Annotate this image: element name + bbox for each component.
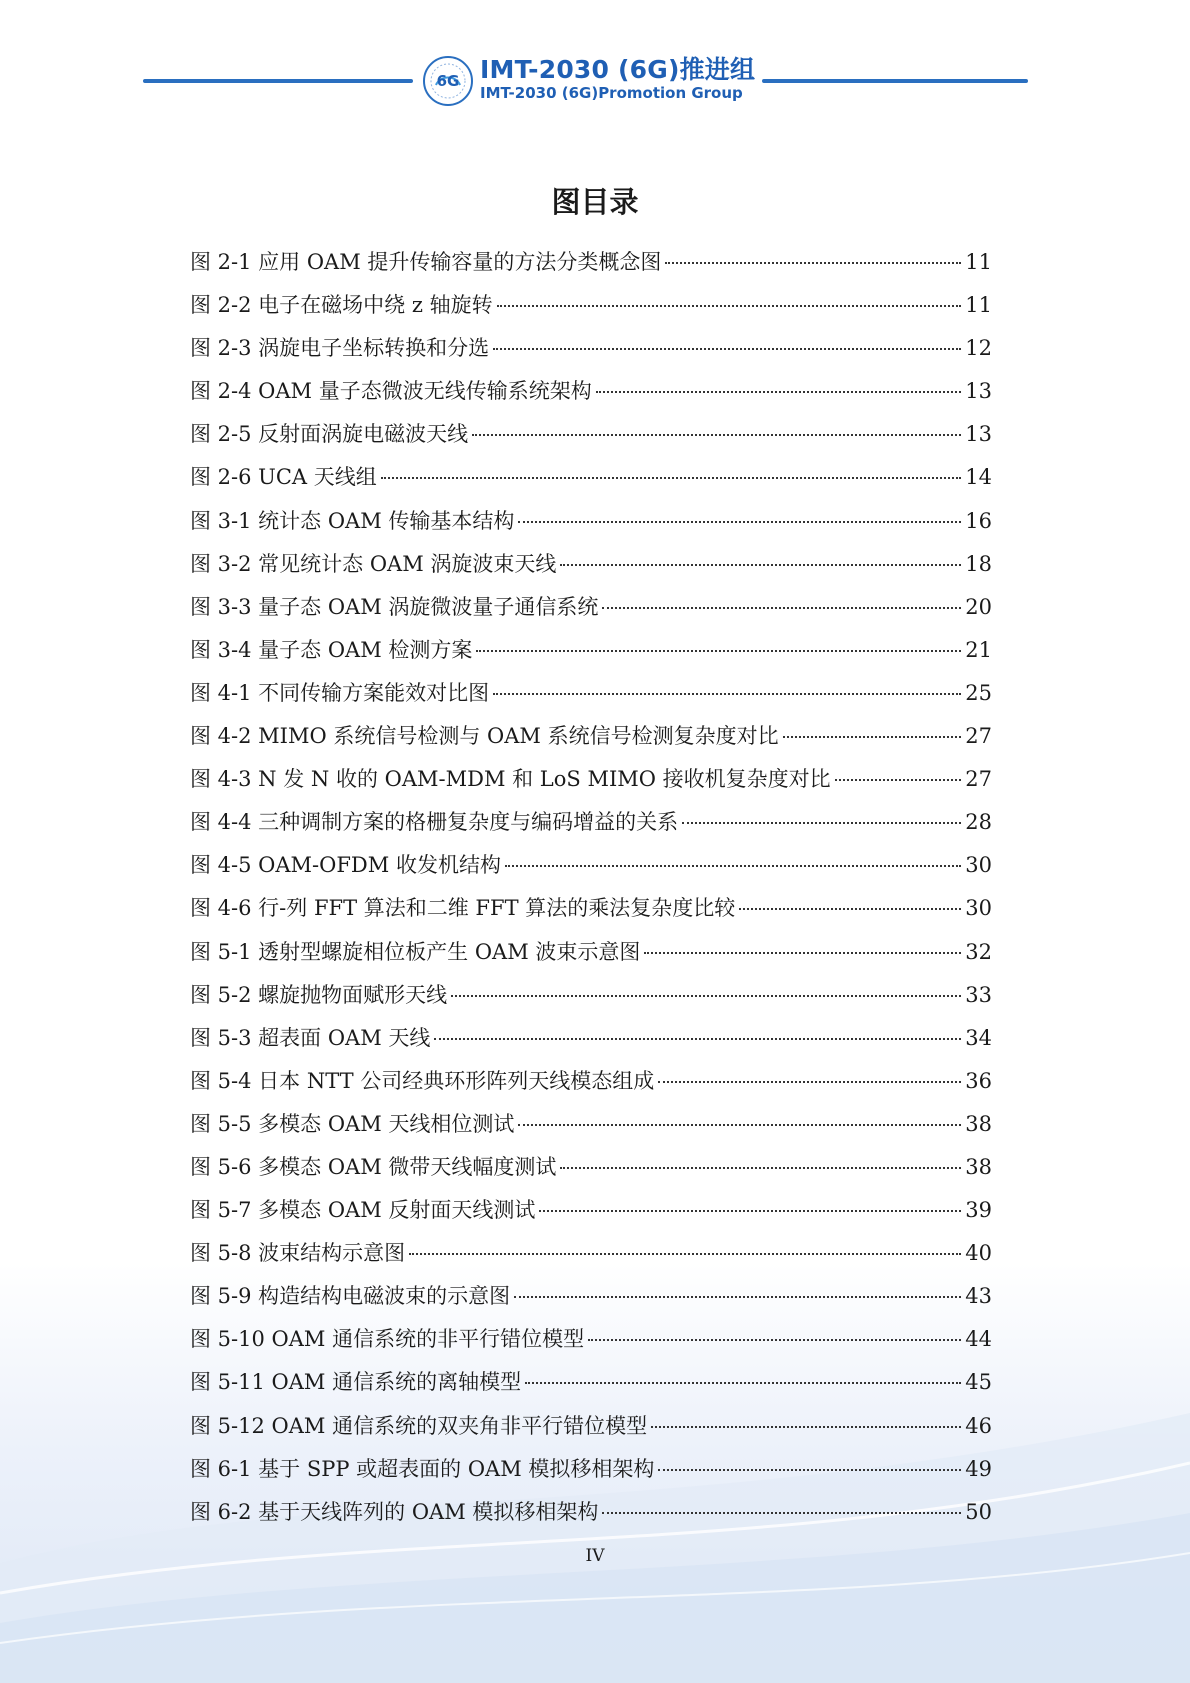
toc-entry[interactable] [190, 1280, 992, 1323]
toc-entry[interactable] [190, 289, 992, 332]
toc-entry[interactable] [190, 892, 992, 935]
toc-entry[interactable] [190, 246, 992, 289]
page-header [0, 52, 1190, 112]
toc-leader-dots [602, 607, 961, 609]
toc-leader-dots [409, 1253, 961, 1255]
toc-entry-label[interactable]: 图 2-5 反射面涡旋电磁波天线 [190, 422, 469, 447]
toc-entry-page[interactable]: 49 [965, 1456, 992, 1481]
toc-entry-page[interactable]: 13 [965, 379, 992, 404]
page-number: IV [585, 1546, 605, 1566]
toc-leader-dots [497, 305, 962, 307]
toc-entry-label[interactable]: 图 3-4 量子态 OAM 检测方案 [190, 637, 473, 662]
toc-entry[interactable] [190, 849, 992, 892]
toc-entry-label[interactable]: 图 3-1 统计态 OAM 传输基本结构 [190, 508, 515, 533]
toc-entry-page[interactable]: 11 [965, 250, 992, 274]
toc-leader-dots [588, 1339, 961, 1341]
toc-entry-label[interactable]: 图 5-10 OAM 通信系统的非平行错位模型 [190, 1327, 585, 1352]
6g-logo-icon [422, 55, 474, 107]
logo [422, 55, 474, 107]
toc-leader-dots [514, 1296, 961, 1298]
toc-leader-dots [560, 1167, 961, 1169]
brand [480, 56, 755, 102]
toc-leader-dots [493, 693, 961, 695]
toc-leader-dots [472, 434, 961, 436]
toc-entry[interactable] [190, 548, 992, 591]
toc-entry-page[interactable]: 30 [965, 896, 992, 921]
toc-entry-label[interactable]: 图 6-1 基于 SPP 或超表面的 OAM 模拟移相架构 [190, 1456, 655, 1481]
toc-entry[interactable] [190, 720, 992, 763]
toc-entry[interactable] [190, 461, 992, 504]
toc-leader-dots [525, 1382, 961, 1384]
header-rule-right [762, 79, 1028, 83]
toc-entry-label[interactable]: 图 4-6 行-列 FFT 算法和二维 FFT 算法的乘法复杂度比较 [190, 896, 736, 921]
toc-entry-page[interactable]: 32 [965, 939, 992, 964]
toc-entry-page[interactable]: 25 [965, 680, 992, 705]
toc-entry-label[interactable]: 图 5-11 OAM 通信系统的离轴模型 [190, 1370, 522, 1395]
toc-entry-label[interactable]: 图 2-1 应用 OAM 提升传输容量的方法分类概念图 [190, 250, 662, 274]
toc-leader-dots [493, 348, 961, 350]
toc-entry-label[interactable]: 图 5-3 超表面 OAM 天线 [190, 1025, 431, 1050]
toc-entry-page[interactable]: 14 [965, 465, 992, 490]
toc-entry-label[interactable]: 图 5-6 多模态 OAM 微带天线幅度测试 [190, 1154, 557, 1179]
toc-leader-dots [644, 952, 961, 954]
toc-entry[interactable] [190, 1323, 992, 1366]
toc-entry-label[interactable]: 图 3-2 常见统计态 OAM 涡旋波束天线 [190, 551, 557, 576]
toc-entry-page[interactable]: 18 [965, 551, 992, 576]
toc-entry-label[interactable]: 图 2-3 涡旋电子坐标转换和分选 [190, 336, 490, 361]
toc-leader-dots [434, 1038, 961, 1040]
toc-leader-dots [518, 1124, 961, 1126]
toc-entry-label[interactable]: 图 5-4 日本 NTT 公司经典环形阵列天线模态组成 [190, 1068, 655, 1093]
toc-entry-page[interactable]: 21 [965, 637, 992, 662]
toc-leader-dots [651, 1426, 961, 1428]
toc-entry[interactable] [190, 1366, 992, 1409]
toc-entry[interactable] [190, 677, 992, 720]
toc-entry-page[interactable]: 27 [965, 767, 992, 792]
toc-leader-dots [658, 1469, 961, 1471]
toc-entry[interactable] [190, 1108, 992, 1151]
brand-name-cn: IMT-2030 (6G)推进组 [480, 55, 756, 84]
toc-entry-page[interactable]: 20 [965, 594, 992, 619]
toc-entry-label[interactable]: 图 4-2 MIMO 系统信号检测与 OAM 系统信号检测复杂度对比 [190, 724, 779, 749]
toc-entry-page[interactable]: 11 [965, 293, 992, 318]
toc-entry-page[interactable]: 27 [965, 724, 992, 749]
toc-entry-page[interactable]: 36 [965, 1068, 992, 1093]
toc-leader-dots [658, 1081, 961, 1083]
toc-entry-label[interactable]: 图 5-5 多模态 OAM 天线相位测试 [190, 1111, 515, 1136]
toc-entry[interactable] [190, 1453, 992, 1496]
toc-entry-page[interactable]: 16 [965, 508, 992, 533]
figure-list [190, 246, 992, 1539]
toc-entry[interactable] [190, 1496, 992, 1539]
toc-entry-label[interactable]: 图 5-1 透射型螺旋相位板产生 OAM 波束示意图 [190, 939, 641, 964]
toc-entry[interactable] [190, 418, 992, 461]
toc-entry-page[interactable]: 12 [965, 336, 992, 361]
toc-entry-label[interactable]: 图 5-9 构造结构电磁波束的示意图 [190, 1284, 511, 1309]
toc-entry-label[interactable]: 图 5-2 螺旋抛物面赋形天线 [190, 982, 448, 1007]
toc-entry-page[interactable]: 33 [965, 982, 992, 1007]
toc-leader-dots [539, 1210, 961, 1212]
toc-entry[interactable] [190, 1065, 992, 1108]
toc-leader-dots [451, 995, 961, 997]
toc-leader-dots [596, 391, 962, 393]
toc-entry[interactable] [190, 1237, 992, 1280]
toc-entry-page[interactable]: 38 [965, 1111, 992, 1136]
toc-leader-dots [381, 477, 961, 479]
toc-entry-page[interactable]: 34 [965, 1025, 992, 1050]
toc-leader-dots [505, 865, 961, 867]
toc-entry-label[interactable]: 图 6-2 基于天线阵列的 OAM 模拟移相架构 [190, 1499, 599, 1524]
toc-leader-dots [739, 908, 961, 910]
toc-entry-page[interactable]: 43 [965, 1284, 992, 1309]
toc-entry[interactable] [190, 505, 992, 548]
toc-leader-dots [518, 521, 961, 523]
header-rule-left [143, 79, 413, 83]
toc-entry-page[interactable]: 44 [965, 1327, 992, 1352]
toc-entry[interactable] [190, 591, 992, 634]
toc-entry[interactable] [190, 332, 992, 375]
toc-leader-dots [602, 1512, 961, 1514]
toc-entry-page[interactable]: 39 [965, 1198, 992, 1223]
brand-name-en: IMT-2030 (6G)Promotion Group [480, 84, 743, 102]
toc-leader-dots [783, 736, 962, 738]
logo-text: 6G [436, 72, 460, 90]
toc-entry[interactable] [190, 1022, 992, 1065]
toc-entry-page[interactable]: 46 [965, 1413, 992, 1438]
toc-entry[interactable] [190, 806, 992, 849]
toc-entry-page[interactable]: 40 [965, 1241, 992, 1266]
toc-entry[interactable] [190, 936, 992, 979]
page-title: 图目录 [551, 185, 639, 219]
toc-entry-label[interactable]: 图 2-2 电子在磁场中绕 z 轴旋转 [190, 293, 493, 318]
toc-leader-dots [665, 262, 961, 264]
toc-entry-label[interactable]: 图 4-4 三种调制方案的格栅复杂度与编码增益的关系 [190, 810, 679, 835]
toc-entry-label[interactable]: 图 3-3 量子态 OAM 涡旋微波量子通信系统 [190, 594, 599, 619]
toc-entry[interactable] [190, 375, 992, 418]
toc-entry[interactable] [190, 1410, 992, 1453]
toc-entry-label[interactable]: 图 4-3 N 发 N 收的 OAM-MDM 和 LoS MIMO 接收机复杂度对比 [190, 767, 831, 792]
toc-leader-dots [835, 779, 962, 781]
toc-entry[interactable] [190, 1194, 992, 1237]
toc-entry-page[interactable]: 50 [965, 1499, 992, 1524]
toc-entry[interactable] [190, 634, 992, 677]
toc-entry-label[interactable]: 图 2-6 UCA 天线组 [190, 465, 377, 490]
toc-entry-page[interactable]: 38 [965, 1154, 992, 1179]
toc-leader-dots [682, 822, 961, 824]
toc-entry-label[interactable]: 图 5-8 波束结构示意图 [190, 1241, 406, 1266]
toc-entry[interactable] [190, 763, 992, 806]
toc-entry-label[interactable]: 图 2-4 OAM 量子态微波无线传输系统架构 [190, 379, 592, 404]
toc-entry-page[interactable]: 30 [965, 853, 992, 878]
toc-leader-dots [476, 650, 961, 652]
toc-leader-dots [560, 564, 961, 566]
toc-entry[interactable] [190, 979, 992, 1022]
toc-entry-page[interactable]: 45 [965, 1370, 992, 1395]
toc-entry-page[interactable]: 28 [965, 810, 992, 835]
toc-entry-label[interactable]: 图 5-12 OAM 通信系统的双夹角非平行错位模型 [190, 1413, 648, 1438]
toc-entry-page[interactable]: 13 [965, 422, 992, 447]
toc-entry-label[interactable]: 图 4-1 不同传输方案能效对比图 [190, 680, 490, 705]
toc-entry[interactable] [190, 1151, 992, 1194]
toc-entry-label[interactable]: 图 5-7 多模态 OAM 反射面天线测试 [190, 1198, 536, 1223]
toc-entry-label[interactable]: 图 4-5 OAM-OFDM 收发机结构 [190, 853, 501, 878]
